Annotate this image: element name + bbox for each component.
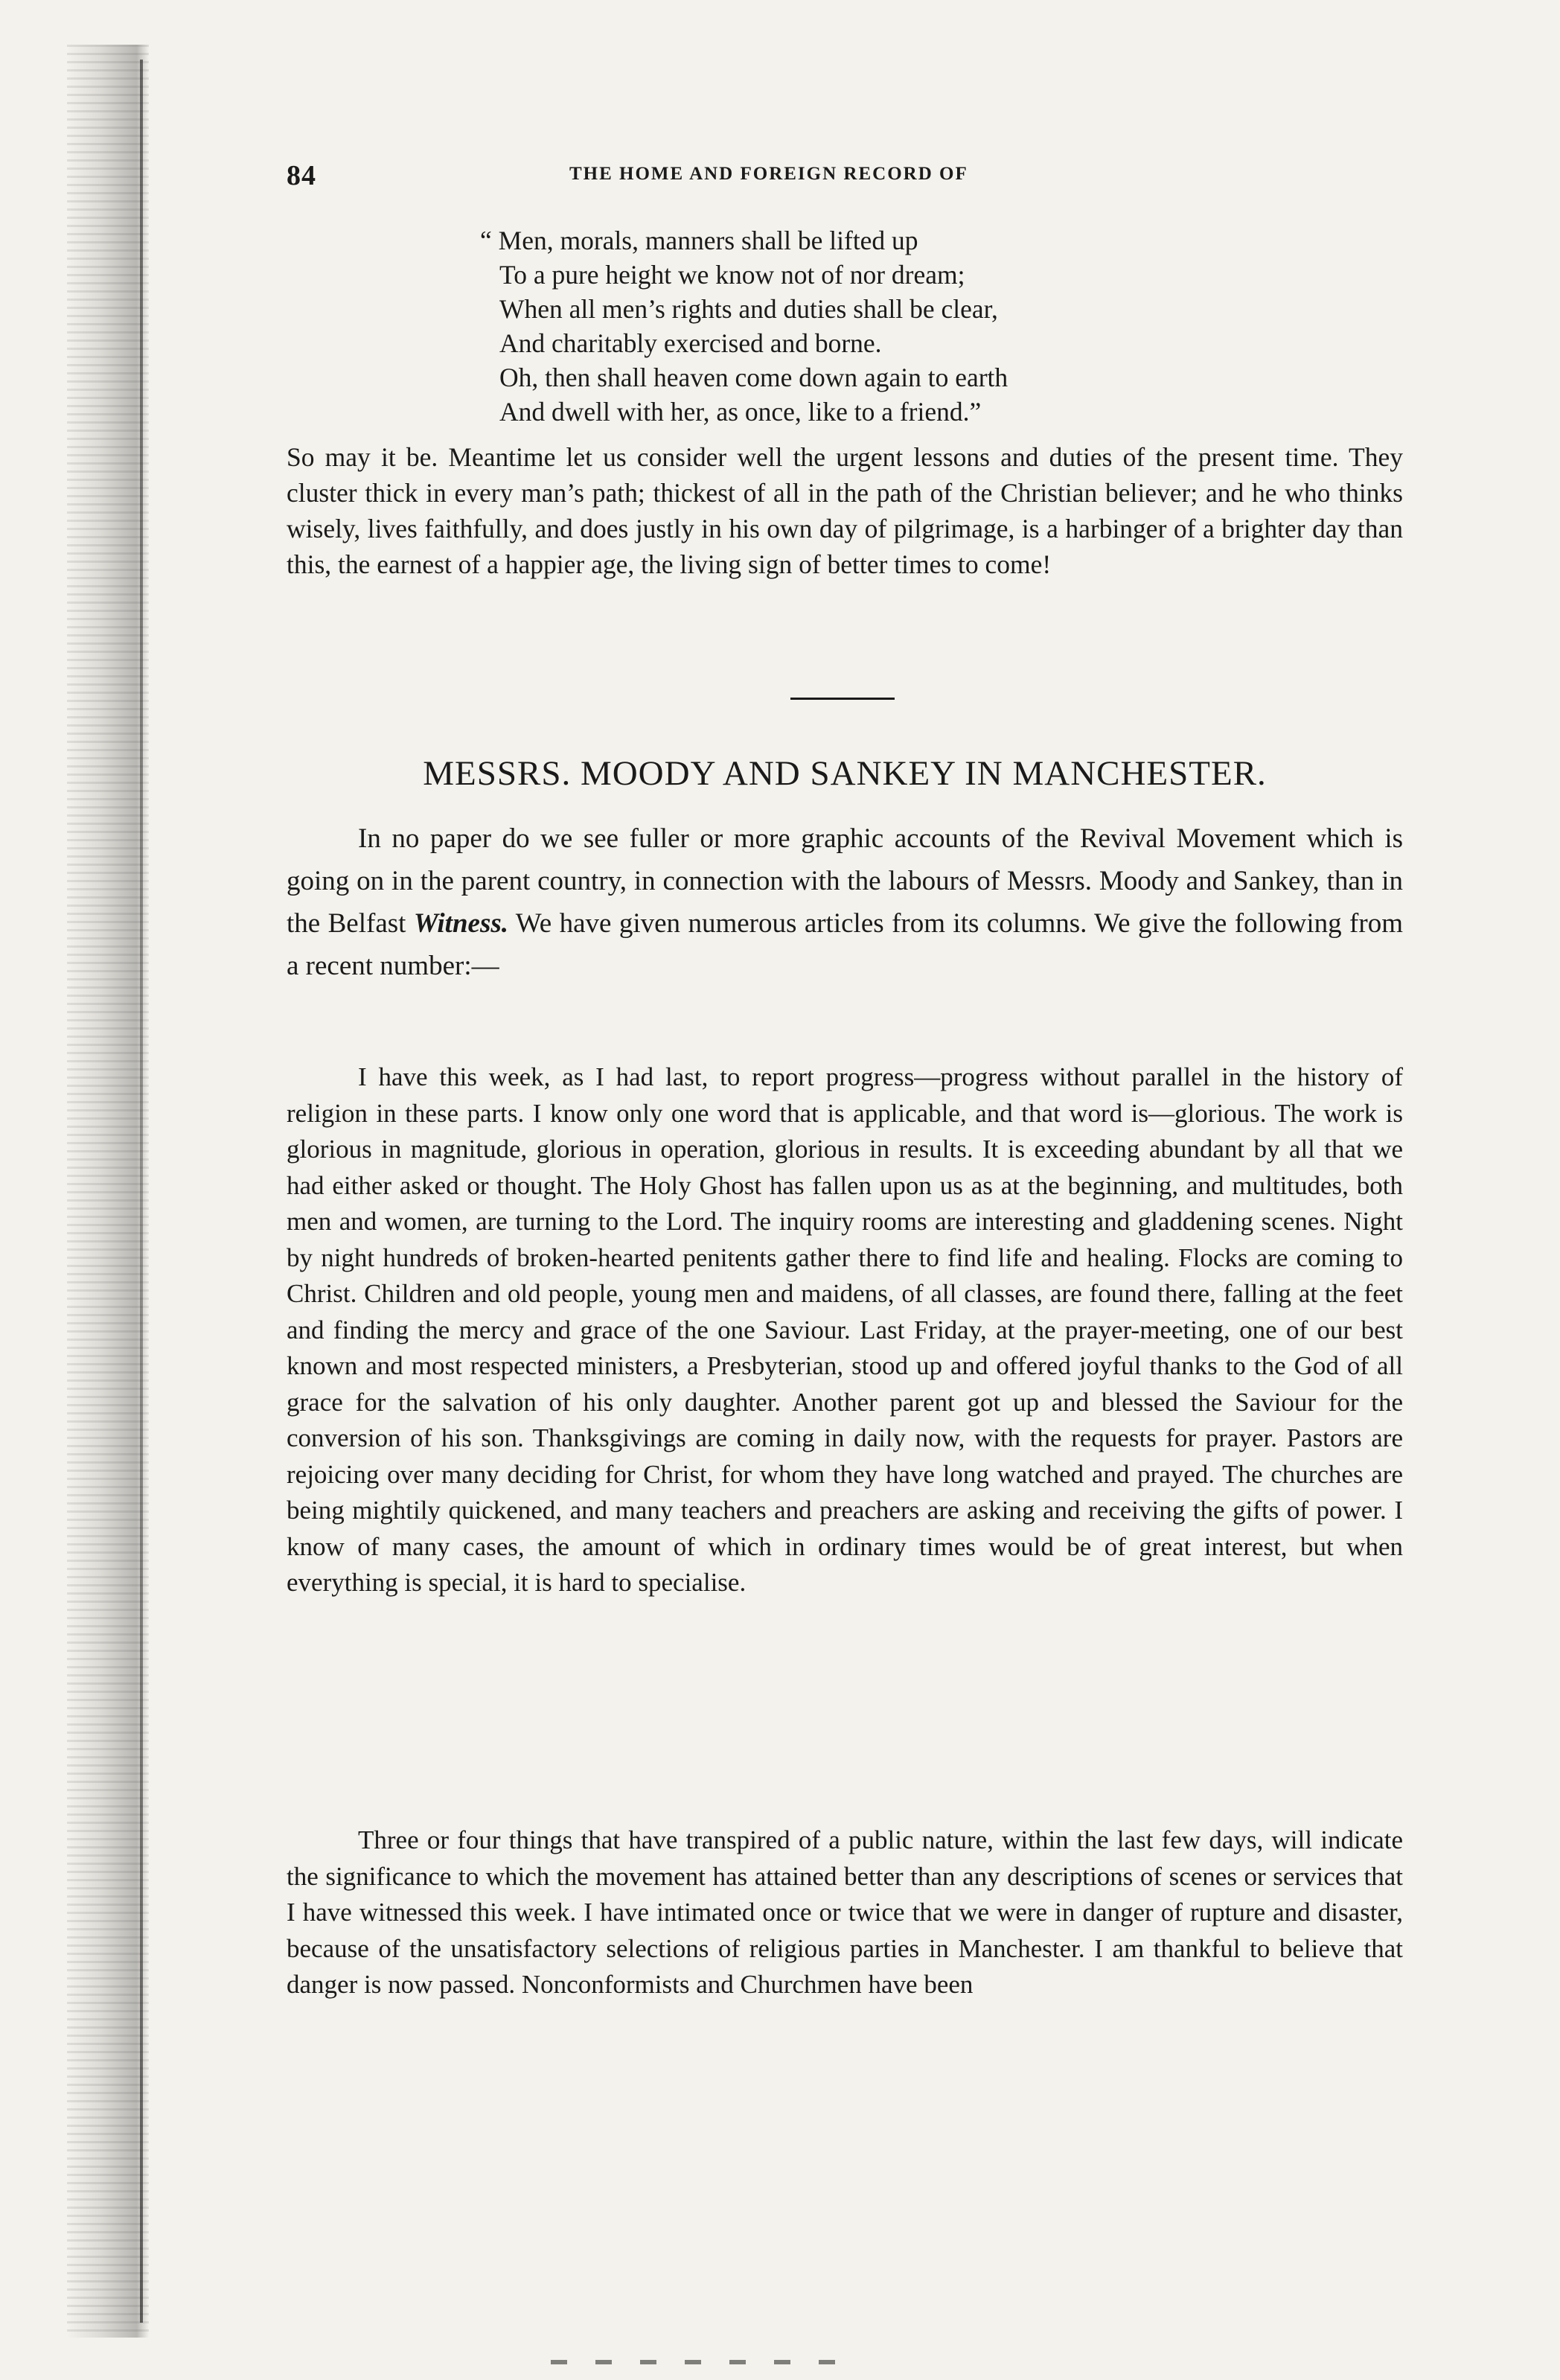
poem-line: “ Men, morals, manners shall be lifted up [480,226,918,255]
poem-quotation [480,223,1329,429]
page-number: 84 [287,160,316,191]
poem-line: Oh, then shall heaven come down again to earth [499,363,1008,392]
newspaper-name: Witness. [413,908,508,939]
footer-print-marks [551,2360,863,2364]
running-title: THE HOME AND FOREIGN RECORD OF [569,164,968,184]
poem-line: When all men’s rights and duties shall be clear, [499,294,998,324]
quoted-report-paragraph-1: I have this week, as I had last, to report progress—progress without parallel in the history of religion in these parts. I know only one word that is applicable, and that word is—glorious. The work is glorious in magnitude, glorious in operation, glorious in results. It is exceeding abundant by all that we had either asked or thought. The Holy Ghost has fallen upon us as at the beginning, and multitudes, both men and women, are turning to the Lord. The inquiry rooms are interesting and gladdening scenes. Night by night hundreds of broken-hearted penitents gather there to find life and healing. Flocks are coming to Christ. Children and old people, young men and maidens, of all classes, are found there, falling at the feet and finding the mercy and grace of the one Saviour. Last Friday, at the prayer-meeting, one of our best known and most respected ministers, a Presbyterian, stood up and offered joyful thanks to the God of all grace for the salvation of his only daughter. Another parent got up and blessed the Saviour for the conversion of his son. Thanksgivings are coming in daily now, with the requests for prayer. Pastors are rejoicing over many deciding for Christ, for whom they have long watched and prayed. The churches are being mightily quickened, and many teachers and preachers are asking and receiving the gifts of power. I know of many cases, the amount of which in ordinary times would be of great interest, but when everything is special, it is hard to specialise. [287,1062,1403,1597]
poem-line: And charitably exercised and borne. [499,328,882,358]
intro-text-end: We have given numerous articles from its columns. We give the following from a recent number:— [287,908,1403,981]
quoted-report-paragraph-2: Three or four things that have transpired of a public nature, within the last few days, will indicate the significance to which the movement has attained better than any descriptions of scenes or services that I have witnessed this week. I have intimated once or twice that we were in danger of rupture and disaster, because of the unsatisfactory selections of religious parties in Manchester. I am thankful to believe that danger is now passed. Nonconformists and Churchmen have been [287,1825,1403,1999]
binding-line [140,60,143,2323]
running-head [287,159,1403,197]
poem-line: To a pure height we know not of nor dream; [499,260,965,290]
section-heading: MESSRS. MOODY AND SANKEY IN MANCHESTER. [423,754,1267,793]
closing-paragraph: So may it be. Meantime let us consider well the urgent lessons and duties of the present time. They cluster thick in every man’s path; thickest of all in the path of the Christian believer; and he who thinks wisely, lives faithfully, and does justly in his own day of pilgrimage, is a harbinger of a brighter day than this, the earnest of a happier age, the living sign of better times to come! [287,442,1403,579]
section-divider-rule [790,698,895,700]
intro-text-start: In no paper do we see fuller or more graphic accounts of the Revival Movement which is going on in the parent country, in connection with the labours of Messrs. Moody and Sankey, than in the Belfast [287,823,1403,939]
poem-line: And dwell with her, as once, like to a friend.” [499,397,982,427]
intro-paragraph [287,817,1403,987]
binding-edge-shadow [67,45,149,2338]
